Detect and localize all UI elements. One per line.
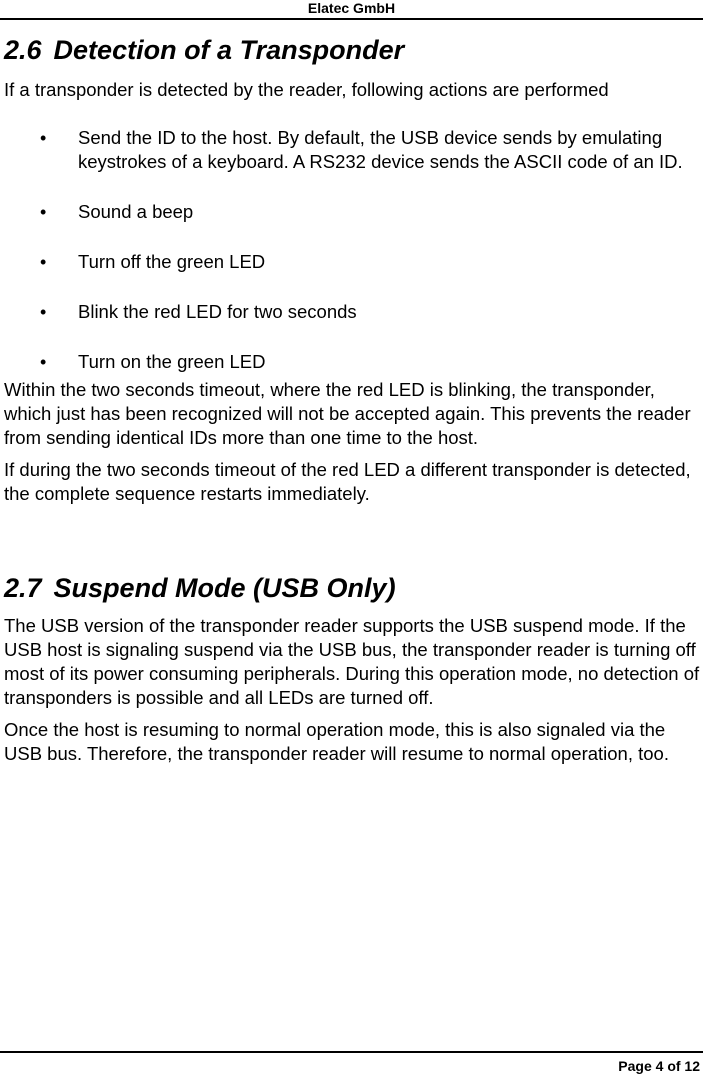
page-header	[0, 0, 703, 20]
action-list	[4, 126, 701, 374]
page-number: Page 4 of 12	[618, 1058, 700, 1074]
list-item	[4, 250, 701, 274]
list-item-text: Turn on the green LED	[78, 351, 266, 372]
section-number: 2.7	[4, 573, 42, 603]
section-number: 2.6	[4, 35, 42, 65]
section-title: Detection of a Transponder	[53, 35, 405, 65]
page-content	[4, 30, 701, 766]
list-item-text: Blink the red LED for two seconds	[78, 301, 357, 322]
list-item	[4, 300, 701, 324]
list-item	[4, 350, 701, 374]
section-heading-suspend	[4, 568, 701, 608]
resume-paragraph: Once the host is resuming to normal operation mode, this is also signaled via the USB bus. Therefore, the transponder reader will resume to normal operation, too.	[4, 719, 669, 764]
list-item-text: Send the ID to the host. By default, the USB device sends by emulating keystrokes of a keyboard. A RS232 device sends the ASCII code of an ID.	[78, 127, 683, 172]
intro-paragraph: If a transponder is detected by the reader, following actions are performed	[4, 79, 609, 100]
section-heading-detection	[4, 30, 701, 70]
suspend-paragraph: The USB version of the transponder reader supports the USB suspend mode. If the USB host is signaling suspend via the USB bus, the transponder reader is turning off most of its power consuming peripherals. During this operation mode, no detection of transponders is possible and all LEDs are turned off.	[4, 615, 700, 708]
company-name: Elatec GmbH	[307, 0, 396, 16]
section-title: Suspend Mode (USB Only)	[53, 573, 396, 603]
bullet-icon: •	[40, 128, 47, 148]
list-item-text: Sound a beep	[78, 201, 194, 222]
bullet-icon: •	[40, 352, 47, 372]
bullet-icon: •	[40, 302, 47, 322]
list-item	[4, 126, 701, 174]
bullet-icon: •	[40, 252, 47, 272]
list-item	[4, 200, 701, 224]
page-footer	[0, 1051, 703, 1077]
timeout-paragraph: Within the two seconds timeout, where the red LED is blinking, the transponder, which just has been recognized will not be accepted again. This prevents the reader from sending identical IDs more than one time to the host.	[4, 379, 691, 448]
list-item-text: Turn off the green LED	[78, 251, 266, 272]
restart-paragraph: If during the two seconds timeout of the red LED a different transponder is detected, the complete sequence restarts immediately.	[4, 459, 691, 504]
bullet-icon: •	[40, 202, 47, 222]
